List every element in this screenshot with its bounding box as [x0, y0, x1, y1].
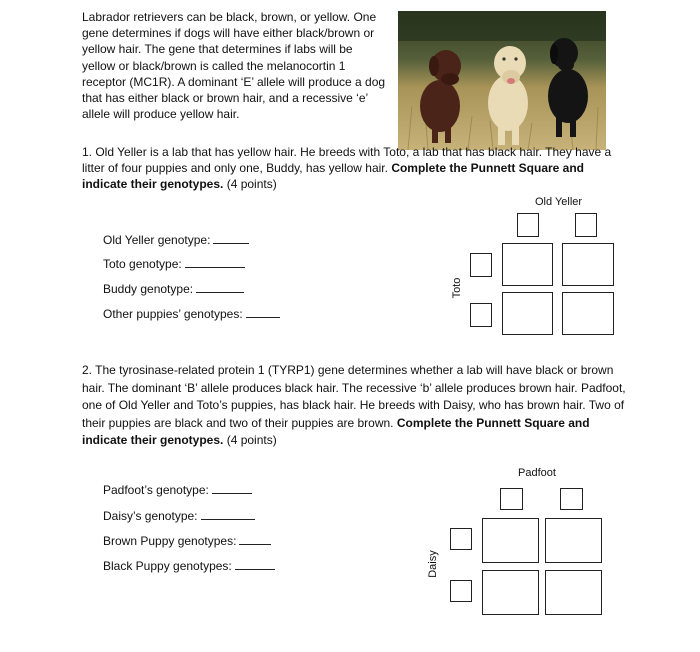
brown-puppy-genotypes-label: Brown Puppy genotypes: [103, 532, 271, 548]
toto-genotype-blank[interactable] [185, 255, 245, 268]
black-puppy-genotypes-blank[interactable] [235, 557, 275, 570]
punnett-1-top-allele-1[interactable] [517, 213, 539, 237]
punnett-2-cell-4[interactable] [545, 570, 602, 615]
question-2 [82, 362, 627, 450]
punnett-2-cell-2[interactable] [545, 518, 602, 563]
punnett-1-side-allele-1[interactable] [470, 253, 492, 277]
punnett-1-side-allele-2[interactable] [470, 303, 492, 327]
punnett-2-side-allele-1[interactable] [450, 528, 472, 550]
buddy-genotype-label: Buddy genotype: [103, 280, 244, 296]
punnett-2-side-parent: Daisy [427, 550, 439, 578]
black-puppy-genotypes-label: Black Puppy genotypes: [103, 557, 275, 573]
buddy-genotype-blank[interactable] [196, 280, 244, 293]
punnett-1-top-allele-2[interactable] [575, 213, 597, 237]
question-1-points: (4 points) [223, 177, 277, 192]
daisy-genotype-label: Daisy’s genotype: [103, 507, 255, 523]
padfoot-genotype-blank[interactable] [212, 481, 252, 494]
punnett-2-cell-3[interactable] [482, 570, 539, 615]
intro-paragraph: Labrador retrievers can be black, brown, or yellow. One gene determines if dogs will have either black/brown or yellow hair. The gene that determines if labs will be yellow or black/brown is called the melanocortin 1 receptor (MC1R). A dominant ‘E’ allele will produce a dog that has either black or brown hair, and a recessive ‘e’ allele will produce yellow hair. [82, 10, 386, 122]
punnett-2-top-allele-2[interactable] [560, 488, 583, 510]
punnett-1-side-parent: Toto [451, 277, 463, 299]
punnett-2-top-allele-1[interactable] [500, 488, 523, 510]
question-1-instruction: Complete the Punnett Square and indicate their genotypes. [82, 161, 584, 192]
other-puppies-genotype-label: Other puppies’ genotypes: [103, 305, 280, 321]
punnett-2-top-parent: Padfoot [518, 467, 556, 479]
punnett-2-side-allele-2[interactable] [450, 580, 472, 602]
old-yeller-genotype-label: Old Yeller genotype: [103, 231, 249, 247]
punnett-1-cell-2[interactable] [562, 243, 614, 286]
punnett-1-top-parent: Old Yeller [535, 196, 583, 208]
question-2-points: (4 points) [223, 433, 277, 447]
punnett-1-cell-3[interactable] [502, 292, 553, 335]
brown-puppy-genotypes-blank[interactable] [239, 532, 271, 545]
punnett-2-cell-1[interactable] [482, 518, 539, 563]
punnett-1-cell-4[interactable] [562, 292, 614, 335]
question-2-text: 2. The tyrosinase-related protein 1 (TYRP1) gene determines whether a lab will have black or brown hair. The dominant ‘B’ allele produces black hair. The recessive ‘b’ allele produces brown hair. Padfoot, one of Old Yeller and Toto’s puppies, has black hair. He breeds with Daisy, who has brown hair. Two of their puppies are black and two of their puppies are brown. [82, 363, 626, 430]
daisy-genotype-blank[interactable] [201, 507, 255, 520]
old-yeller-genotype-blank[interactable] [213, 231, 249, 244]
padfoot-genotype-label: Padfoot’s genotype: [103, 481, 252, 497]
question-2-instruction: Complete the Punnett Square and indicate their genotypes. [82, 415, 590, 447]
toto-genotype-label: Toto genotype: [103, 255, 245, 271]
question-1-text: 1. Old Yeller is a lab that has yellow hair. He breeds with Toto, a lab that has black hair. They have a litter of four puppies and only one, Buddy, has yellow hair. [82, 145, 612, 176]
labrador-photo [398, 11, 606, 150]
punnett-1-cell-1[interactable] [502, 243, 553, 286]
other-puppies-genotype-blank[interactable] [246, 305, 280, 318]
question-1 [82, 144, 622, 193]
